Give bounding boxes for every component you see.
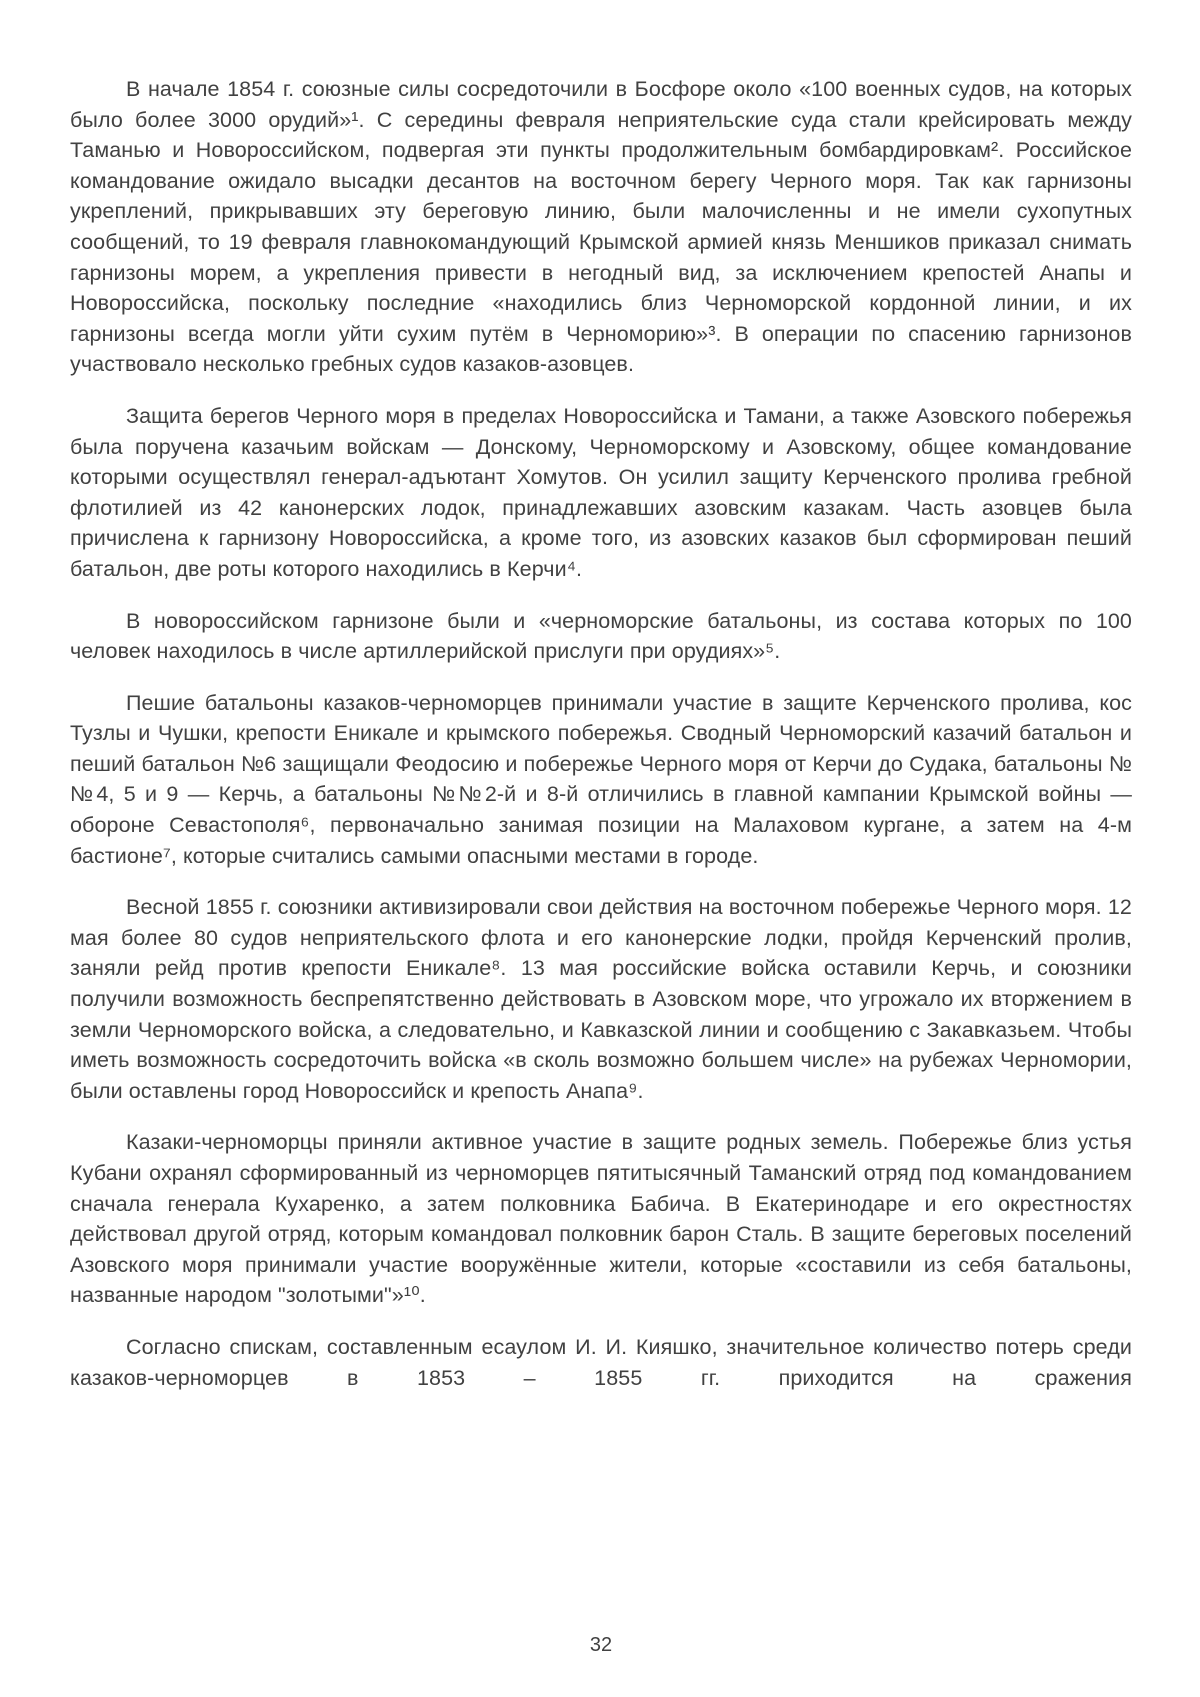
body-paragraph: Согласно спискам, составленным есаулом И. И. Кияшко, значительное количество потерь среди казаков-черноморцев в 1853 – 1855 гг. приходится на сражения: [70, 1334, 1132, 1390]
page-body-text: [70, 74, 1132, 1414]
body-paragraph: Защита берегов Черного моря в пределах Новороссийска и Тамани, а также Азовского побережья была поручена казачьим войскам — Донскому, Черноморскому и Азовскому, общее командование которыми осуществлял генерал-адъютант Хомутов. Он усилил защиту Керченского пролива гребной флотилией из 42 канонерских лодок, принадлежавших азовским казакам. Часть азовцев была причислена к гарнизону Новороссийска, а кроме того, из азовских казаков был сформирован пеший батальон, две роты которого находились в Керчи⁴.: [70, 403, 1132, 581]
body-paragraph: Весной 1855 г. союзники активизировали свои действия на восточном побережье Черного моря. 12 мая более 80 судов неприятельского флота и его канонерские лодки, пройдя Керченский пролив, заняли рейд против крепости Еникале⁸. 13 мая российские войска оставили Керчь, и союзники получили возможность беспрепятственно действовать в Азовском море, что угрожало их вторжением в земли Черноморского войска, а следовательно, и Кавказской линии и сообщению с Закавказьем. Чтобы иметь возможность сосредоточить войска «в сколь возможно большем числе» на рубежах Черномории, были оставлены город Новороссийск и крепость Анапа⁹.: [70, 895, 1132, 1103]
page-number: 32: [589, 1634, 613, 1656]
body-paragraph: Пешие батальоны казаков-черноморцев принимали участие в защите Керченского пролива, кос Тузлы и Чушки, крепости Еникале и крымского побережья. Сводный Черноморский казачий батальон и пеший батальон №6 защищали Феодосию и побережье Черного моря от Керчи до Судака, батальоны №№4, 5 и 9 — Керчь, а батальоны №№2-й и 8-й отличились в главной кампании Крымской войны — обороне Севастополя⁶, первоначально занимая позиции на Малаховом кургане, а затем на 4-м бастионе⁷, которые считались самыми опасными местами в городе.: [70, 690, 1132, 868]
page-footer: [70, 1634, 1132, 1671]
body-paragraph: В новороссийском гарнизоне были и «черноморские батальоны, из состава которых по 100 человек находилось в числе артиллерийской прислуги при орудиях»⁵.: [70, 608, 1132, 664]
body-paragraph: В начале 1854 г. союзные силы сосредоточили в Босфоре около «100 военных судов, на которых было более 3000 орудий»¹. С середины февраля неприятельские суда стали крейсировать между Таманью и Новороссийском, подвергая эти пункты продолжительным бомбардировкам². Российское командование ожидало высадки десантов на восточном берегу Черного моря. Так как гарнизоны укреплений, прикрывавших эту береговую линию, были малочисленны и не имели сухопутных сообщений, то 19 февраля главнокомандующий Крымской армией князь Меншиков приказал снимать гарнизоны морем, а укрепления привести в негодный вид, за исключением крепостей Анапы и Новороссийска, поскольку последние «находились близ Черноморской кордонной линии, и их гарнизоны всегда могли уйти сухим путём в Черноморию»³. В операции по спасению гарнизонов участвовало несколько гребных судов казаков-азовцев.: [70, 77, 1132, 377]
body-paragraph: Казаки-черноморцы приняли активное участие в защите родных земель. Побережье близ устья Кубани охранял сформированный из черноморцев пятитысячный Таманский отряд под командованием сначала генерала Кухаренко, а затем полковника Бабича. В Екатеринодаре и его окрестностях действовал другой отряд, которым командовал полковник барон Сталь. В защите береговых поселений Азовского моря принимали участие вооружённые жители, которые «составили из себя батальоны, названные народом "золотыми"»¹⁰.: [70, 1130, 1132, 1308]
